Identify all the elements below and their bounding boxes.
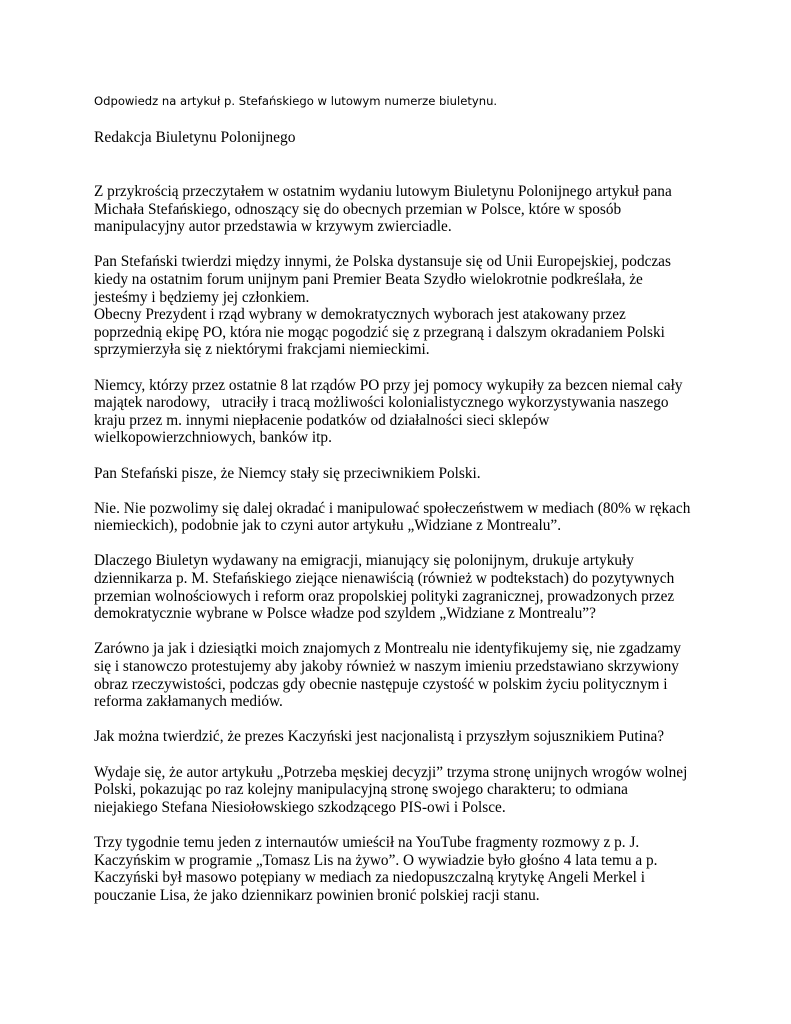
text-line: Nie. Nie pozwolimy się dalej okradać i manipulować społeczeństwem w mediach (80% w rękach <box>94 499 691 517</box>
salutation: Redakcja Biuletynu Polonijnego <box>94 129 296 146</box>
text-line: demokratycznie wybrane w Polsce władze pod szyldem „Widziane z Montrealu”? <box>94 605 596 623</box>
text-line: majątek narodowy, utraciły i tracą możliwości kolonialistycznego wykorzystywania naszego <box>94 394 669 412</box>
letter-body <box>94 183 714 904</box>
text-line: kiedy na ostatnim forum unijnym pani Premier Beata Szydło wielokrotnie podkreślała, że <box>94 270 643 288</box>
text-line: się i stanowczo protestujemy aby jakoby również w naszym imieniu przedstawiano skrzywiony <box>94 658 679 676</box>
text-line: manipulacyjny autor przedstawia w krzywym zwierciadle. <box>94 218 452 236</box>
paragraph <box>94 183 714 236</box>
document-page <box>94 94 714 904</box>
text-line: niemieckich), podobnie jak to czyni autor artykułu „Widziane z Montrealu”. <box>94 517 562 535</box>
text-line: Kaczyński był masowo potępiany w mediach za niedopuszczalną krytykę Angeli Merkel i <box>94 869 645 887</box>
text-line: kraju przez m. innymi niepłacenie podatków od działalności sieci sklepów <box>94 411 550 429</box>
text-line: reforma zakłamanych mediów. <box>94 693 283 711</box>
text-line: Jak można twierdzić, że prezes Kaczyński jest nacjonalistą i przyszłym sojusznikiem Putina? <box>94 728 665 746</box>
text-line: niejakiego Stefana Niesiołowskiego szkodzącego PIS-owi i Polsce. <box>94 798 506 816</box>
text-line: Obecny Prezydent i rząd wybrany w demokratycznych wyborach jest atakowany przez <box>94 306 626 324</box>
text-line: Pan Stefański pisze, że Niemcy stały się przeciwnikiem Polski. <box>94 464 481 482</box>
paragraph <box>94 377 714 447</box>
text-line: Niemcy, którzy przez ostatnie 8 lat rządów PO przy jej pomocy wykupiły za bezcen niemal cały <box>94 376 683 394</box>
document-heading: Odpowiedz na artykuł p. Stefańskiego w lutowym numerze biuletynu. <box>94 94 498 108</box>
text-line: Zarówno ja jak i dziesiątki moich znajomych z Montrealu nie identyfikujemy się, nie zgadzamy <box>94 640 682 658</box>
text-line: Pan Stefański twierdzi między innymi, że Polska dystansuje się od Unii Europejskiej, podczas <box>94 253 671 271</box>
paragraph <box>94 465 714 483</box>
text-line: jesteśmy i będziemy jej członkiem. <box>94 288 310 306</box>
paragraph <box>94 764 714 817</box>
paragraph <box>94 253 714 359</box>
text-line: Wydaje się, że autor artykułu „Potrzeba męskiej decyzji” trzyma stronę unijnych wrogów wolnej <box>94 763 688 781</box>
text-line: sprzymierzyła się z niektórymi frakcjami niemieckimi. <box>94 341 430 359</box>
text-line: pouczanie Lisa, że jako dziennikarz powinien bronić polskiej racji stanu. <box>94 886 540 904</box>
text-line: dziennikarza p. M. Stefańskiego ziejące nienawiścią (również w podtekstach) do pozytywnych <box>94 570 675 588</box>
text-line: Michała Stefańskiego, odnoszący się do obecnych przemian w Polsce, które w sposób <box>94 200 622 218</box>
paragraph <box>94 728 714 746</box>
text-line: Polski, pokazując po raz kolejny manipulacyjną stronę swojego charakteru; to odmiana <box>94 781 628 799</box>
paragraph <box>94 834 714 904</box>
text-line: Kaczyńskim w programie „Tomasz Lis na żywo”. O wywiadzie było głośno 4 lata temu a p. <box>94 851 658 869</box>
paragraph <box>94 640 714 710</box>
text-line: obraz rzeczywistości, podczas gdy obecnie następuje czystość w polskim życiu politycznym i <box>94 675 668 693</box>
text-line: poprzednią ekipę PO, która nie mogąc pogodzić się z przegraną i dalszym okradaniem Polski <box>94 323 665 341</box>
text-line: wielkopowierzchniowych, banków itp. <box>94 429 332 447</box>
text-line: Trzy tygodnie temu jeden z internautów umieścił na YouTube fragmenty rozmowy z p. J. <box>94 833 640 851</box>
text-line: Dlaczego Biuletyn wydawany na emigracji, mianujący się polonijnym, drukuje artykuły <box>94 552 634 570</box>
text-line: Z przykrością przeczytałem w ostatnim wydaniu lutowym Biuletynu Polonijnego artykuł pana <box>94 183 672 200</box>
paragraph <box>94 500 714 535</box>
text-line: przemian wolnościowych i reform oraz propolskiej polityki zagranicznej, prowadzonych przez <box>94 587 675 605</box>
paragraph <box>94 552 714 622</box>
